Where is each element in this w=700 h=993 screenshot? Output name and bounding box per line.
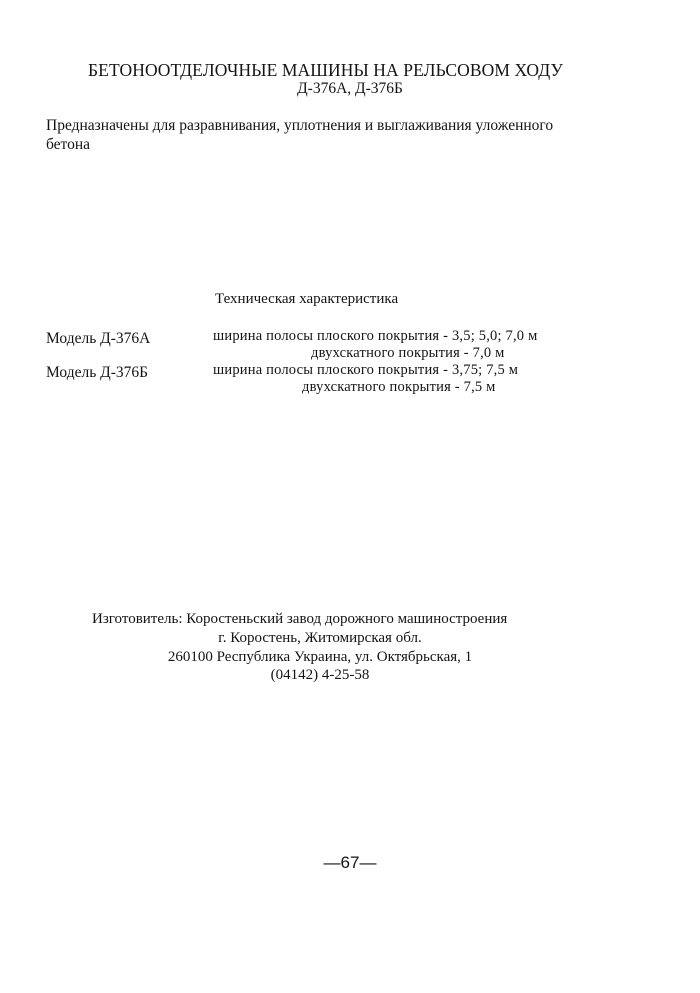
manufacturer-city: г. Коростень, Житомирская обл. — [218, 630, 422, 646]
document-title: БЕТОНООТДЕЛОЧНЫЕ МАШИНЫ НА РЕЛЬСОВОМ ХОДУ — [88, 60, 563, 80]
manufacturer-address: 260100 Республика Украина, ул. Октябрьская, 1 — [167, 649, 473, 665]
model-b-spec-line2: двухскатного покрытия - 7,5 м — [302, 379, 496, 395]
manufacturer-name: Изготовитель: Коростеньский завод дорожного машиностроения — [92, 611, 508, 627]
model-b-spec-line1: ширина полосы плоского покрытия - 3,75; 7,5 м — [213, 362, 519, 378]
page-number: —67— — [323, 853, 377, 872]
specs-heading: Техническая характеристика — [215, 291, 399, 307]
purpose-text-line1: Предназначены для разравнивания, уплотнения и выглаживания уложенного — [46, 117, 554, 134]
model-name-a: Модель Д-376А — [46, 330, 151, 347]
model-a-spec-line1: ширина полосы плоского покрытия - 3,5; 5,0; 7,0 м — [213, 328, 538, 344]
model-name-b: Модель Д-376Б — [46, 364, 149, 381]
document-subtitle-models: Д-376А, Д-376Б — [297, 80, 403, 97]
purpose-text-line2: бетона — [46, 136, 91, 153]
manufacturer-phone: (04142) 4-25-58 — [270, 667, 370, 683]
model-a-spec-line2: двухскатного покрытия - 7,0 м — [311, 345, 505, 361]
